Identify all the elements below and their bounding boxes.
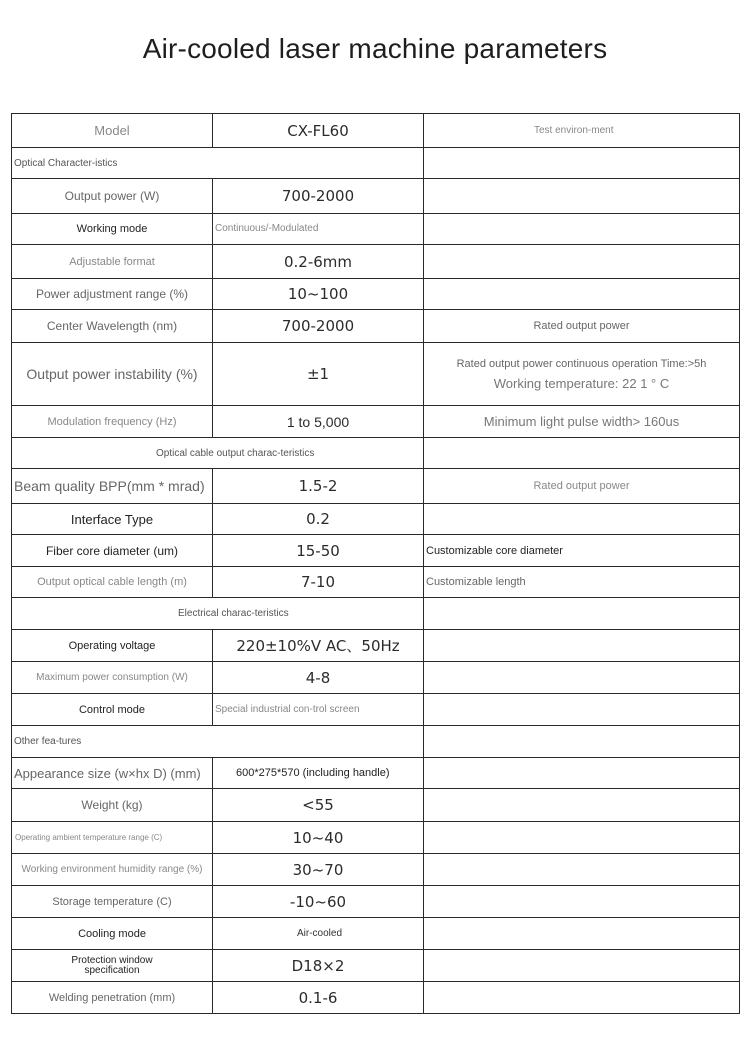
param-note: Rated output power — [424, 469, 740, 504]
table-row — [12, 504, 740, 535]
param-value: 1 to 5,000 — [213, 406, 424, 438]
parameter-table — [11, 113, 740, 1014]
param-label: Interface Type — [12, 504, 213, 535]
section-cable: Optical cable output charac-teristics — [12, 438, 424, 469]
param-label: Weight (kg) — [12, 789, 213, 822]
param-value: 10~100 — [213, 279, 424, 310]
table-row — [12, 822, 740, 854]
table-row — [12, 854, 740, 886]
param-value: 0.2 — [213, 504, 424, 535]
section-optical: Optical Character-istics — [12, 148, 424, 179]
param-label: Cooling mode — [12, 918, 213, 950]
table-row — [12, 918, 740, 950]
param-value: 700-2000 — [213, 310, 424, 343]
param-label: Operating voltage — [12, 630, 213, 662]
param-label: Adjustable format — [12, 245, 213, 279]
param-note — [424, 214, 740, 245]
param-note — [424, 886, 740, 918]
param-label: Maximum power consumption (W) — [12, 662, 213, 694]
param-value: 0.1-6 — [213, 982, 424, 1014]
param-note — [424, 854, 740, 886]
param-value: <55 — [213, 789, 424, 822]
table-row — [12, 279, 740, 310]
note-line: Working temperature: 22 1 ° C — [493, 376, 670, 391]
table-row — [12, 114, 740, 148]
param-note: Customizable length — [424, 567, 740, 598]
param-label: Working environment humidity range (%) — [12, 854, 213, 886]
param-note: Rated output power — [424, 310, 740, 343]
table-row — [12, 343, 740, 406]
param-value: 10~40 — [213, 822, 424, 854]
param-note — [424, 789, 740, 822]
table-row — [12, 245, 740, 279]
param-note — [424, 279, 740, 310]
section-row — [12, 598, 740, 630]
param-value: 15-50 — [213, 535, 424, 567]
table-row — [12, 179, 740, 214]
param-note — [424, 950, 740, 982]
param-value: D18×2 — [213, 950, 424, 982]
note-line: Rated output power continuous operation Time:>5h — [456, 358, 707, 370]
param-label: Fiber core diameter (um) — [12, 535, 213, 567]
param-label: Appearance size (w×hx D) (mm) — [12, 758, 213, 789]
param-value: 220±10%V AC、50Hz — [213, 630, 424, 662]
param-value: 30~70 — [213, 854, 424, 886]
header-model-value: CX-FL60 — [213, 114, 424, 148]
param-label: Center Wavelength (nm) — [12, 310, 213, 343]
param-value: -10~60 — [213, 886, 424, 918]
param-note — [424, 822, 740, 854]
page-title: Air-cooled laser machine parameters — [142, 33, 608, 64]
param-label: Modulation frequency (Hz) — [12, 406, 213, 438]
param-note — [424, 343, 740, 406]
param-note — [424, 694, 740, 726]
param-note: Minimum light pulse width> 160us — [424, 406, 740, 438]
section-row — [12, 726, 740, 758]
table-row — [12, 886, 740, 918]
param-value: 1.5-2 — [213, 469, 424, 504]
table-row — [12, 950, 740, 982]
param-label: Output power instability (%) — [12, 343, 213, 406]
table-row — [12, 662, 740, 694]
section-electrical: Electrical charac-teristics — [12, 598, 424, 630]
param-value: 700-2000 — [213, 179, 424, 214]
header-note: Test environ-ment — [424, 114, 740, 148]
param-note — [424, 245, 740, 279]
param-value: Air-cooled — [213, 918, 424, 950]
table-row — [12, 758, 740, 789]
table-row — [12, 630, 740, 662]
param-label: Output power (W) — [12, 179, 213, 214]
table-row — [12, 567, 740, 598]
param-label: Protection window specification — [12, 950, 213, 982]
section-other: Other fea-tures — [12, 726, 424, 758]
header-param: Model — [12, 114, 213, 148]
param-value: 7-10 — [213, 567, 424, 598]
table-row — [12, 982, 740, 1014]
param-note — [424, 179, 740, 214]
section-row — [12, 438, 740, 469]
param-value: ±1 — [213, 343, 424, 406]
param-value: 600*275*570 (including handle) — [213, 758, 424, 789]
param-note — [424, 662, 740, 694]
table-row — [12, 694, 740, 726]
section-row — [12, 148, 740, 179]
table-row — [12, 789, 740, 822]
param-note: Customizable core diameter — [424, 535, 740, 567]
param-label: Output optical cable length (m) — [12, 567, 213, 598]
table-row — [12, 469, 740, 504]
param-label: Welding penetration (mm) — [12, 982, 213, 1014]
param-note — [424, 758, 740, 789]
param-label: Beam quality BPP(mm * mrad) — [12, 469, 213, 504]
table-row — [12, 310, 740, 343]
param-value: Special industrial con-trol screen — [213, 694, 424, 726]
param-note — [424, 982, 740, 1014]
param-value: 4-8 — [213, 662, 424, 694]
param-label: Control mode — [12, 694, 213, 726]
param-value: 0.2-6mm — [213, 245, 424, 279]
param-value: Continuous/-Modulated — [213, 214, 424, 245]
param-label: Working mode — [12, 214, 213, 245]
param-label: Storage temperature (C) — [12, 886, 213, 918]
param-note — [424, 630, 740, 662]
table-row — [12, 214, 740, 245]
param-label: Power adjustment range (%) — [12, 279, 213, 310]
param-label: Operating ambient temperature range (C) — [12, 822, 213, 854]
param-note — [424, 504, 740, 535]
param-note — [424, 918, 740, 950]
table-row — [12, 406, 740, 438]
table-row — [12, 535, 740, 567]
